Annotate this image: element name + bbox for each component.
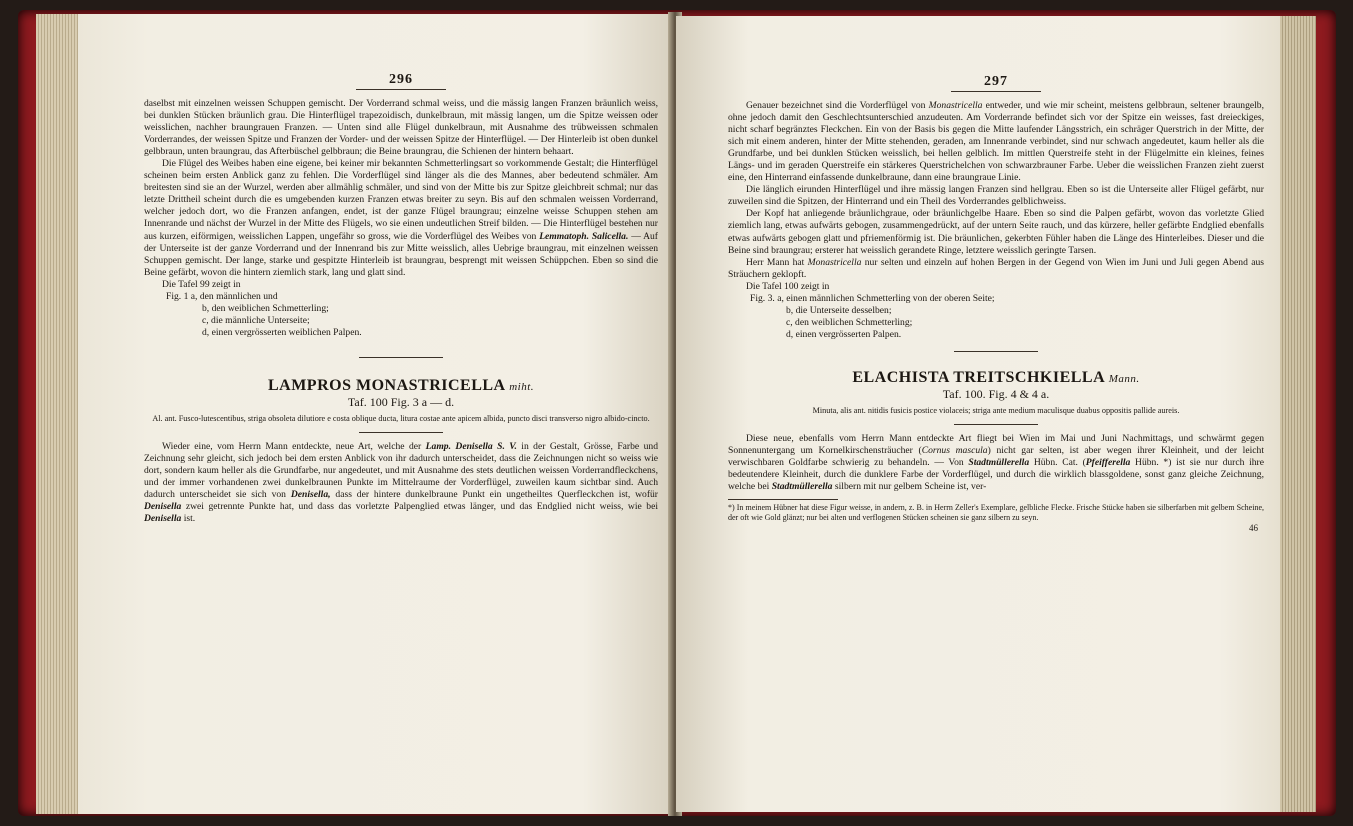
left-fig-item: Fig. 1 a, den männlichen und	[166, 290, 278, 302]
left-para-2: Die Flügel des Weibes haben eine eigene, bei keiner mir bekannten Schmetterlingsart so vorkommende Gestalt; die Hinterflügel scheinen beim ersten Anblick ganz zu fehlen. Die Vorderflügel sind länger als die des Mannes, aber bedeutend schmäler. Am breitesten sind sie an der Wurzel, werden aber allmählig schmäler, und sind von der Mitte bis zur Spitze gleichbreit schmal; nur das letzte Drittheil scheint durch die es umgebenden kurzen Franzen etwas breiter zu seyn. Bis auf den schmalen weissen Vorderrand, welcher jedoch dort, wo die Franzen anfangen, endet, ist der ganze Flügel braungrau; einzelne weisse Schuppen stehen am Innenrande und nächst der Wurzel in der Mitte des Flügels, wo sie einen undeutlichen Streif bilden. — Die Hinterflügel bestehen nur aus kurzen, eiförmigen, weisslichen Lappen, ungefähr so gross, wie die Vorderflügel des Weibes von Lemmatoph. Salicella. — Auf der Unterseite ist der ganze Vorderrand und der Innenrand bis zur Mitte weisslich, alles Uebrige braungrau, mit einzelnen weissen Schuppen gemischt. Der lange, starke und gespitzte Hinterleib ist braungrau, besprengt mit weissen Schüppchen. Eben so sind die Beine gefärbt, wovon die hintern ziemlich stark, lang und glatt sind.	[144, 158, 658, 278]
right-para-3: Der Kopf hat anliegende bräunlichgraue, oder bräunlichgelbe Haare. Eben so sind die Palpen gefärbt, wovon das vorletzte Glied ziemlich lang, etwas aufwärts gebogen, zusammengedrückt, auf der untern Seite rauch, und das kürzere, heller gefärbte Endglied ebenfalls etwas aufwärts gebogen glatt und pfriemenförmig ist. Die bräunlichen, gekerbten Fühler haben die Länge des Hinterleibes. Dieser und die Beine sind braungrau; ersterer hat weisslich gerandete Ringe, letztere weisslich geringte Tarsen.	[728, 208, 1264, 256]
right-para-4: Herr Mann hat Monastricella nur selten und einzeln auf hohen Bergen in der Gegend von Wien im Juni und Juli gegen Abend aus Sträuchern geklopft.	[728, 256, 1264, 280]
left-page-header	[144, 72, 658, 90]
right-page-number-rule	[951, 91, 1041, 92]
right-page-number: 297	[984, 74, 1008, 89]
right-page-header	[728, 74, 1264, 92]
left-fig-item: c, die männliche Unterseite;	[202, 314, 310, 326]
right-fig-item: c, den weiblichen Schmetterling;	[786, 316, 913, 328]
left-species-title: LAMPROS MONASTRICELLA miht.	[267, 376, 535, 394]
right-tafel-intro: Die Tafel 100 zeigt in	[746, 280, 830, 292]
left-fig-item: d, einen vergrösserten weiblichen Palpen.	[202, 326, 362, 338]
right-species-diagnosis: Minuta, alis ant. nitidis fusicis postice violaceis; striga ante medium maculisque duabus oppositis pallide aureis.	[812, 406, 1180, 416]
left-page-body	[144, 98, 658, 525]
section-divider	[954, 424, 1038, 425]
left-species-plate: Taf. 100 Fig. 3 a — d.	[347, 394, 455, 409]
right-fig-item: Fig. 3. a, einen männlichen Schmetterling von der oberen Seite;	[750, 292, 995, 304]
left-tafel-intro: Die Tafel 99 zeigt in	[162, 278, 241, 290]
right-fig-item: b, die Unterseite desselben;	[786, 304, 892, 316]
left-page	[78, 14, 672, 814]
right-fig-item: d, einen vergrösserten Palpen.	[786, 328, 902, 340]
right-para-1: Genauer bezeichnet sind die Vorderflügel von Monastricella entweder, und wie mir scheint, meistens gelbbraun, seltener braungelb, ohne jedoch damit den Geschlechtsunterschied anzudeuten. Am Vorderrande befindet sich vor der Spitze ein weisses, fast dreieckiges, nicht scharf begränztes Fleckchen. Ein von der Basis bis gegen die Mitte laufender Längsstrich, ein schräger Querstrich in der Mitte, der sich mit einem anderen, hinter der Mitte stehenden, geraden, am Innenrande verbindet, sind nur schwach angedeutet, kaum heller als die Grundfarbe, und bei dunklen Stücken weisslich, bei hellen gelblich. Im mittlen Querstreife steht in der Flügelmitte ein kleines, feines Längs- und im geraden Querstreife ein stärkeres Querstrichelchen von schwarzbrauner Farbe. Ueber die weisslichen Franzen zieht zuerst eine, den Hinterrand einfassende dunkelbraune, dann eine braungraue Linie.	[728, 100, 1264, 184]
right-para-5: Diese neue, ebenfalls vom Herrn Mann entdeckte Art fliegt bei Wien im Mai und Juni Nachmittags, und schwärmt gegen Sonnenuntergang um Kornelkirschensträucher (Cornus mascula) nicht gar selten, ist aber wegen ihrer Kleinheit, und der leicht verwischbaren Goldfarbe schwierig zu behandeln. — Von Stadtmüllerella Hübn. Cat. (Pfeifferella Hübn. *) ist sie nur durch ihre bedeutendere Kleinheit, durch die dunklere Farbe der Vorderflügel, und durch die wirklich blassgoldene, sonst ganz gleiche Zeichnung, welche bei Stadtmüllerella silbern mit nur gelbem Scheine ist, ver-	[728, 433, 1264, 493]
signature-mark: 46	[1249, 523, 1258, 534]
right-species-title: ELACHISTA TREITSCHKIELLA Mann.	[852, 368, 1140, 386]
right-footnote: *) In meinem Hübner hat diese Figur weisse, in andern, z. B. in Herrn Zeller's Exemplare, gelbliche Flecke. Frische Stücke haben sie silberfarben mit gelbem Scheine, der oft wie Gold glänzt; nur bei alten und verflogenen Stücken scheinen sie ganz silbern zu seyn.	[728, 503, 1264, 522]
left-para-3: Wieder eine, vom Herrn Mann entdeckte, neue Art, welche der Lamp. Denisella S. V. in der Gestalt, Grösse, Farbe und Zeichnung sehr gleicht, sich jedoch bei dem ersten Anblick von ihr dadurch unterscheidet, dass die Zeichnungen nicht so weiss wie dort, sondern kaum heller als die Grundfarbe, nur angedeutet, und mit Ausnahme des stets deutlichen weissen Vorderrandfleckchens, und der immer vorhandenen zwei dunkelbraunen Punkte im Mittelraume der Vorderflügel, zuweilen kaum sichtbar sind. Auch dadurch unterscheidet sie sich von Denisella, dass der hintere dunkelbraune Punkt ein ungetheiltes Querfleckchen ist, wofür Denisella zwei getrennte Punkte hat, und dass das vorletzte Palpenglied etwas länger, und das Endglied nicht weiss, wie bei Denisella ist.	[144, 441, 659, 525]
section-divider	[359, 357, 443, 358]
right-page	[676, 16, 1280, 812]
right-para-2: Die länglich eirunden Hinterflügel und ihre mässig langen Franzen sind hellgrau. Eben so ist die Unterseite aller Flügel gefärbt, nur zuweilen sind die Spitzen, der Hinterrand und ein Theil des Vorderrandes gelblichweiss.	[728, 184, 1264, 208]
section-divider	[359, 432, 443, 433]
left-species-diagnosis: Al. ant. Fusco-lutescentibus, striga obsoleta dilutiore e costa oblique ducta, litura costae ante apicem albida, puncto disci transverso nigro albido-cincto.	[152, 414, 650, 424]
right-page-body	[728, 100, 1264, 535]
page-edges-right	[1280, 16, 1316, 812]
footnote-rule	[728, 499, 838, 500]
section-divider	[954, 351, 1038, 352]
left-para-1: daselbst mit einzelnen weissen Schuppen gemischt. Der Vorderrand schmal weiss, und die mässig langen Franzen bräunlich weiss, bei dunklen Stücken bräunlich grau. Die Hinterflügel trapezoidisch, dunkelbraun, mit mässig langen, um die Spitze weissen oder weisslichen, nachher braungrauen Franzen. — Unten sind alle Flügel dunkelbraun, mit Ausnahme des trübweissen schmalen Vorderrandes, der weissen Spitze und Franzen der Vorder- und der weissen Spitze der Hinterflügel. — Der Hinterleib ist oben dunkel gelbbraun, unten braungrau, das Afterbüschel gelbbraun; die Beine braungrau, die Schienen der hintern behaart.	[144, 98, 658, 158]
left-fig-item: b, den weiblichen Schmetterling;	[202, 302, 329, 314]
right-species-plate: Taf. 100. Fig. 4 & 4 a.	[942, 386, 1050, 401]
left-page-number-rule	[356, 89, 446, 90]
left-page-number: 296	[389, 72, 413, 87]
